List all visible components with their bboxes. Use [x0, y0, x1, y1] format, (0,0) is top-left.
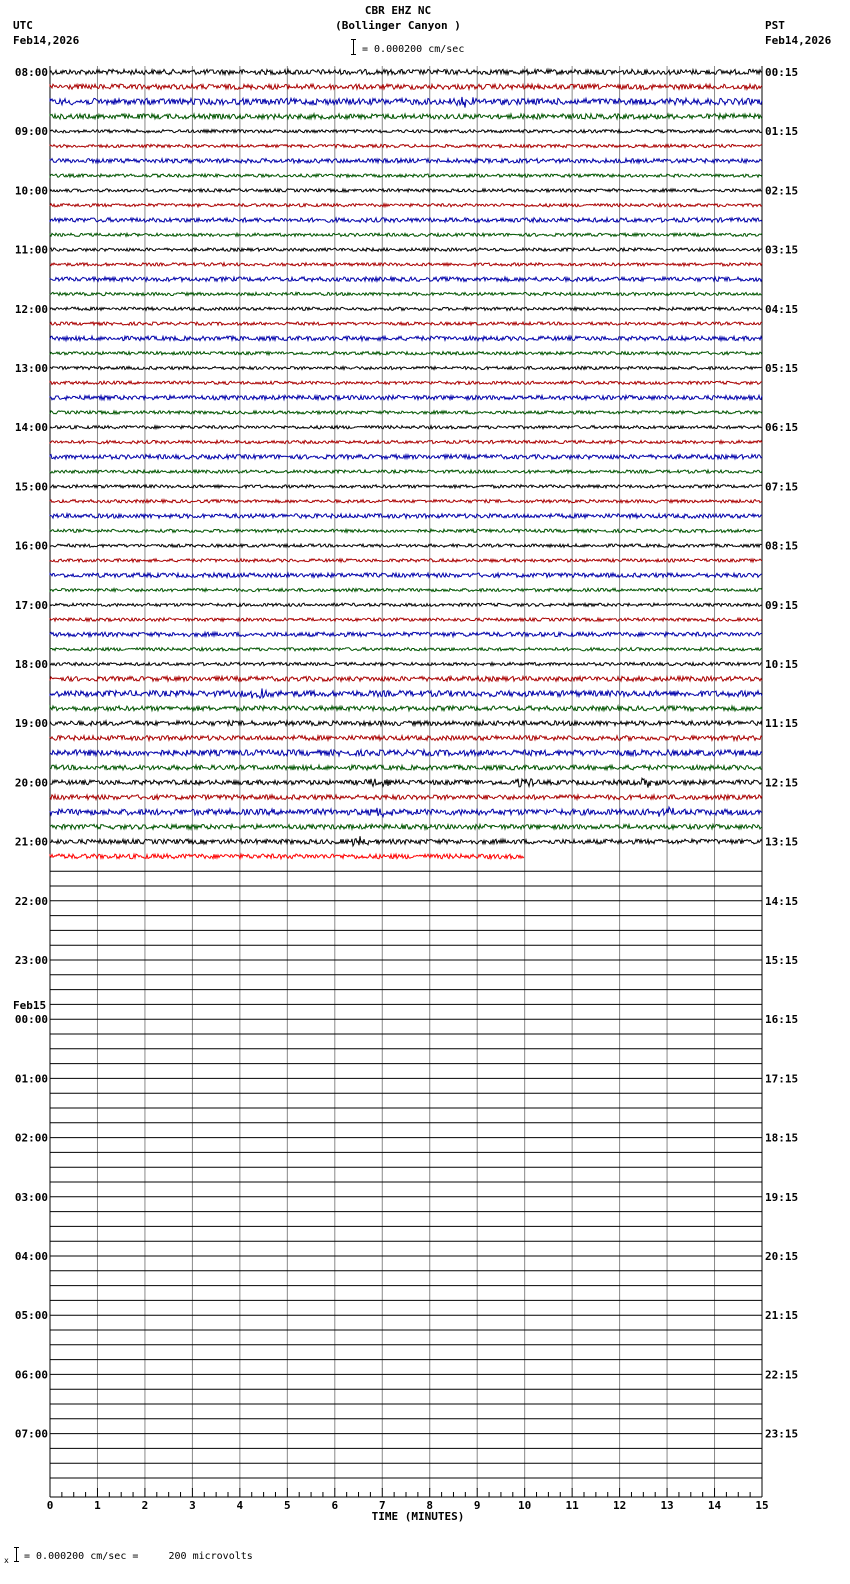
- utc-hour-label: 08:00: [14, 66, 48, 79]
- utc-hour-label: 18:00: [14, 658, 48, 671]
- seismic-trace: [50, 69, 762, 74]
- right-timezone: PST: [765, 19, 785, 32]
- x-tick-label: 8: [426, 1499, 434, 1512]
- seismic-trace: [50, 411, 762, 414]
- seismic-trace: [50, 529, 762, 532]
- pst-hour-label: 21:15: [765, 1309, 799, 1323]
- pst-hour-label: 07:15: [765, 480, 799, 494]
- pst-hour-label: 17:15: [765, 1072, 799, 1086]
- pst-hour-label: 18:15: [765, 1131, 799, 1145]
- utc-hour-label: 02:00: [14, 1131, 48, 1145]
- pst-hour-label: 16:15: [765, 1013, 799, 1027]
- seismic-trace: [50, 765, 762, 770]
- x-tick-label: 11: [565, 1499, 579, 1512]
- seismic-trace: [50, 381, 762, 384]
- seismic-trace: [50, 836, 762, 846]
- utc-hour-label: 03:00: [14, 1190, 48, 1204]
- seismic-trace: [50, 662, 762, 665]
- seismic-trace: [50, 500, 762, 503]
- utc-hour-label: 01:00: [14, 1072, 48, 1086]
- seismic-trace: [50, 648, 762, 651]
- seismic-trace: [50, 688, 762, 698]
- pst-hour-label: 23:15: [765, 1427, 799, 1441]
- seismic-trace: [50, 676, 762, 681]
- x-tick-label: 3: [189, 1499, 196, 1512]
- x-tick-label: 0: [46, 1499, 54, 1512]
- utc-hour-label: 17:00: [14, 598, 48, 612]
- utc-hour-label: 09:00: [14, 125, 48, 139]
- station-title: CBR EHZ NC: [364, 4, 432, 17]
- utc-hour-label: 04:00: [14, 1250, 48, 1263]
- x-tick-label: 7: [378, 1499, 386, 1512]
- seismic-trace: [50, 778, 762, 787]
- pst-hour-label: 12:15: [765, 776, 799, 790]
- pst-hour-label: 13:15: [765, 835, 799, 849]
- seismic-trace: [50, 130, 762, 133]
- pst-hour-label: 10:15: [765, 658, 799, 671]
- seismic-trace: [50, 485, 762, 488]
- utc-hour-label: 06:00: [14, 1368, 48, 1382]
- seismic-trace: [50, 455, 762, 459]
- utc-hour-label: 13:00: [14, 362, 48, 375]
- seismic-trace: [50, 736, 762, 741]
- pst-hour-label: 09:15: [765, 598, 799, 612]
- right-date: Feb14,2026: [765, 34, 832, 47]
- seismic-trace: [50, 603, 762, 606]
- pst-hour-label: 02:15: [765, 184, 799, 198]
- seismic-trace: [50, 807, 762, 817]
- pst-hour-label: 03:15: [765, 243, 799, 257]
- date-change-label: Feb15: [13, 999, 47, 1013]
- pst-hour-label: 00:15: [765, 66, 799, 79]
- seismic-trace: [50, 263, 762, 266]
- utc-hour-label: 07:00: [14, 1427, 48, 1441]
- x-tick-label: 4: [236, 1499, 244, 1512]
- pst-hour-label: 01:15: [765, 125, 799, 139]
- pst-hour-label: 15:15: [765, 954, 799, 967]
- seismic-trace: [50, 426, 762, 429]
- seismic-trace: [50, 174, 762, 177]
- seismic-trace: [50, 366, 762, 369]
- x-tick-label: 5: [284, 1499, 291, 1512]
- utc-hour-label: 20:00: [14, 776, 48, 790]
- seismic-trace: [50, 559, 762, 562]
- x-axis-label: TIME (MINUTES): [371, 1510, 465, 1523]
- x-tick-label: 12: [612, 1499, 627, 1512]
- seismic-trace: [50, 189, 762, 192]
- seismic-trace: [50, 824, 762, 829]
- x-tick-label: 10: [518, 1499, 532, 1512]
- seismic-trace: [50, 395, 762, 399]
- x-tick-label: 2: [141, 1499, 149, 1512]
- seismic-trace: [50, 336, 762, 340]
- pst-hour-label: 22:15: [765, 1368, 799, 1382]
- pst-hour-label: 19:15: [765, 1190, 799, 1204]
- pst-hour-label: 11:15: [765, 717, 799, 731]
- x-tick-label: 14: [707, 1499, 722, 1512]
- seismic-trace: [50, 307, 762, 310]
- utc-hour-label: 23:00: [14, 954, 48, 967]
- utc-hour-label: 16:00: [14, 539, 48, 553]
- utc-hour-label: 21:00: [14, 835, 48, 849]
- x-tick-label: 15: [755, 1499, 769, 1512]
- pst-hour-label: 20:15: [765, 1250, 799, 1263]
- left-timezone: UTC: [13, 19, 33, 32]
- seismic-trace: [50, 573, 762, 577]
- seismic-trace: [50, 84, 762, 89]
- seismic-trace: [50, 588, 762, 591]
- seismic-trace: [50, 721, 762, 726]
- pst-hour-label: 06:15: [765, 421, 799, 435]
- x-tick-label: 1: [94, 1499, 101, 1512]
- utc-hour-label: 19:00: [14, 717, 48, 731]
- seismic-trace: [50, 159, 762, 163]
- footer-scale-icon: x: [4, 1547, 18, 1563]
- utc-hour-label: 22:00: [14, 894, 48, 908]
- seismic-trace: [50, 218, 762, 222]
- seismic-trace: [50, 233, 762, 236]
- x-tick-label: 9: [473, 1499, 481, 1512]
- seismic-trace: [50, 144, 762, 147]
- utc-hour-label: 14:00: [14, 421, 48, 435]
- pst-hour-label: 08:15: [765, 539, 799, 553]
- left-date: Feb14,2026: [13, 34, 80, 47]
- scale-label: = 0.000200 cm/sec: [362, 44, 465, 55]
- utc-hour-label: 12:00: [14, 302, 48, 316]
- utc-hour-label: 10:00: [14, 184, 48, 198]
- pst-hour-label: 04:15: [765, 302, 799, 316]
- utc-hour-label: 00:00: [14, 1013, 48, 1027]
- seismic-trace: [50, 352, 762, 355]
- seismic-trace: [50, 750, 762, 756]
- seismic-trace: [50, 632, 762, 636]
- station-location: (Bollinger Canyon ): [335, 19, 461, 32]
- seismic-trace: [50, 292, 762, 295]
- seismic-trace: [50, 618, 762, 621]
- seismic-trace: [50, 322, 762, 325]
- x-tick-label: 6: [331, 1499, 339, 1512]
- seismic-trace: [50, 114, 762, 119]
- footer-scale-label: = 0.000200 cm/sec = 200 microvolts: [24, 1551, 253, 1562]
- utc-hour-label: 11:00: [14, 243, 48, 257]
- seismic-trace: [50, 440, 762, 443]
- seismic-trace: [50, 277, 762, 281]
- utc-hour-label: 15:00: [14, 480, 48, 494]
- seismic-trace: [50, 544, 762, 547]
- utc-hour-label: 05:00: [14, 1309, 48, 1323]
- pst-hour-label: 14:15: [765, 894, 799, 908]
- x-tick-label: 13: [660, 1499, 674, 1512]
- pst-hour-label: 05:15: [765, 362, 799, 375]
- seismic-trace: [50, 795, 762, 800]
- seismic-trace: [50, 706, 762, 711]
- seismic-trace: [50, 97, 762, 108]
- seismic-trace: [50, 470, 762, 473]
- seismic-trace: [50, 514, 762, 518]
- seismic-trace: [50, 248, 762, 251]
- seismic-trace: [50, 204, 762, 207]
